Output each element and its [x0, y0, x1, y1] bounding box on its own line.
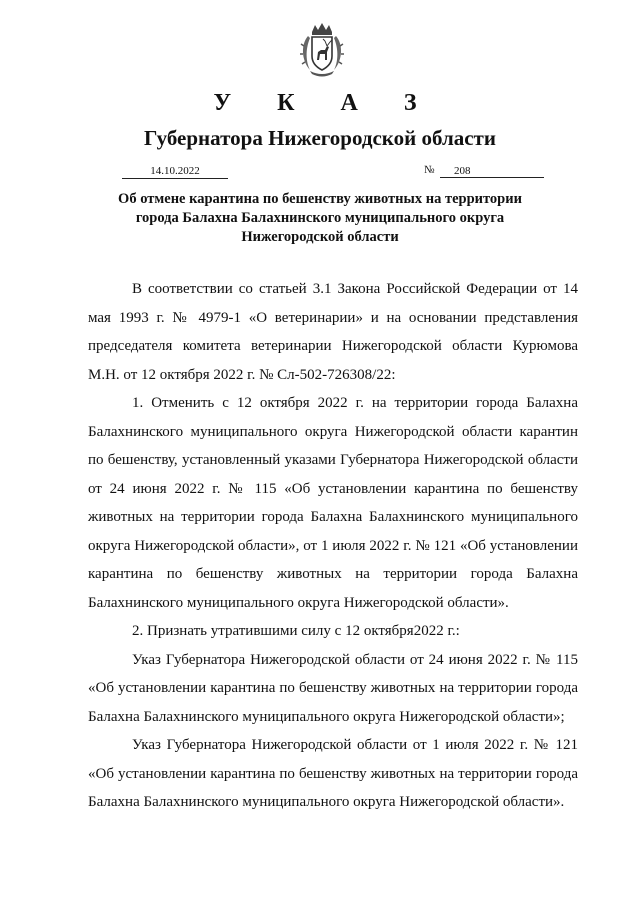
subject-line: города Балахна Балахнинского муниципального округа — [135, 210, 505, 226]
issuer-title: Губернатора Нижегородской области — [144, 126, 496, 150]
document-date: 14.10.2022 — [122, 164, 228, 179]
document-subject — [100, 190, 540, 247]
repealed-decree-115-paragraph: Указ Губернатора Нижегородской области от 24 июня 2022 г. № 115 «Об установлении карантина по бешенству животных на территории города Балахна Балахнинского муниципального округа Нижегородской области»; — [88, 651, 578, 725]
number-label: № — [424, 164, 435, 176]
subject-line: Нижегородской области — [241, 229, 399, 245]
clause-1-paragraph: 1. Отменить с 12 октября 2022 г. на территории города Балахна Балахнинского муниципального округа Нижегородской области карантин по бешенству, установленный указами Губернатора Нижегородской области от 24 июня 2022 г. № 115 «Об установлении карантина по бешенству животных на территории города Балахна Балахнинского муниципального округа Нижегородской области», от 1 июля 2022 г. № 121 «Об установлении карантина по бешенству животных на территории города Балахна Балахнинского муниципального округа Нижегородской области». — [88, 395, 578, 611]
coat-of-arms-icon — [298, 22, 346, 78]
document-type-title: У К А З — [213, 90, 437, 116]
clause-2-paragraph: 2. Признать утратившими силу с 12 октября2022 г.: — [132, 623, 460, 639]
document-number: 208 — [440, 164, 544, 178]
document-body — [88, 275, 578, 817]
preamble-paragraph: В соответствии со статьей 3.1 Закона Российской Федерации от 14 мая 1993 г. № 4979-1 «О ветеринарии» и на основании представления председателя комитета ветеринарии Нижегородской области Курюмова М.Н. от 12 октября 2022 г. № Сл-502-726308/22: — [88, 281, 578, 383]
subject-line: Об отмене карантина по бешенству животных на территории — [118, 191, 522, 207]
repealed-decree-121-paragraph: Указ Губернатора Нижегородской области от 1 июля 2022 г. № 121 «Об установлении карантина по бешенству животных на территории города Балахна Балахнинского муниципального округа Нижегородской области». — [88, 737, 578, 810]
